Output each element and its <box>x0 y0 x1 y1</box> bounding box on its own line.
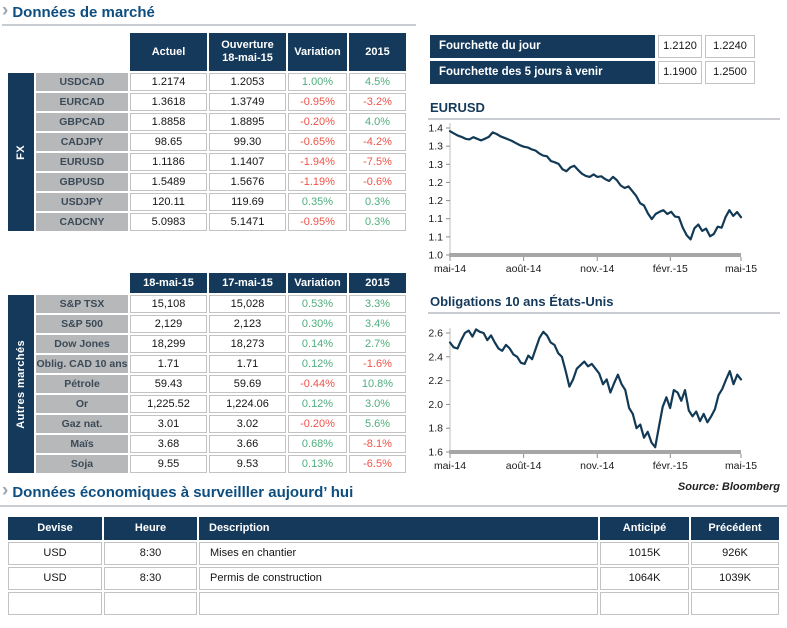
fx-column-header <box>288 33 347 71</box>
fx-ytd-cell: 4.0% <box>349 113 406 131</box>
other-d1-cell: 18,299 <box>130 335 207 353</box>
fx-ytd-cell: -0.6% <box>349 173 406 191</box>
svg-text:nov.-14: nov.-14 <box>580 263 615 272</box>
other-d1-cell: 2,129 <box>130 315 207 333</box>
fx-table-header-row <box>130 33 406 71</box>
fx-variation-cell: 1.00% <box>288 73 347 91</box>
svg-text:févr.-15: févr.-15 <box>652 263 688 272</box>
economic-column-header: Anticipé <box>600 517 689 540</box>
other-d1-cell: 3.01 <box>130 415 207 433</box>
fx-sidebar-label: FX <box>15 144 27 160</box>
anticipe-cell: 1064K <box>600 567 689 590</box>
other-table-row <box>36 355 406 373</box>
fx-table-row <box>36 133 406 151</box>
eurusd-chart-title: EURUSD <box>430 100 485 115</box>
svg-text:févr.-15: févr.-15 <box>652 460 688 472</box>
devise-cell <box>8 592 102 615</box>
fx-actuel-cell: 120.11 <box>130 193 207 211</box>
other-d2-cell: 1,224.06 <box>209 395 286 413</box>
other-table-row <box>36 435 406 453</box>
other-variation-cell: 0.30% <box>288 315 347 333</box>
fx-table-row <box>36 193 406 211</box>
fx-actuel-cell: 98.65 <box>130 133 207 151</box>
economic-section-header <box>2 480 354 501</box>
fx-ouverture-cell: 99.30 <box>209 133 286 151</box>
other-d1-cell: 59.43 <box>130 375 207 393</box>
svg-text:mai-15: mai-15 <box>724 460 758 472</box>
range-label: Fourchette des 5 jours à venir <box>430 61 655 84</box>
other-row-label: S&P TSX <box>36 295 128 313</box>
precedent-cell: 1039K <box>691 567 779 590</box>
fx-variation-cell: -0.95% <box>288 213 347 231</box>
fx-ouverture-cell: 1.5676 <box>209 173 286 191</box>
svg-text:1.1: 1.1 <box>428 213 443 226</box>
fx-ouverture-cell: 1.8895 <box>209 113 286 131</box>
other-table-row <box>36 295 406 313</box>
fx-variation-cell: -0.65% <box>288 133 347 151</box>
economic-column-header: Heure <box>104 517 197 540</box>
fx-table-row <box>36 153 406 171</box>
fx-table-row <box>36 213 406 231</box>
chevron-right-icon: › <box>2 0 9 21</box>
other-table-row <box>36 315 406 333</box>
other-d1-cell: 9.55 <box>130 455 207 473</box>
other-d2-cell: 3.02 <box>209 415 286 433</box>
range-label: Fourchette du jour <box>430 35 655 58</box>
svg-text:1.6: 1.6 <box>428 446 443 459</box>
other-row-label: S&P 500 <box>36 315 128 333</box>
other-variation-cell: 0.53% <box>288 295 347 313</box>
fx-actuel-cell: 1.8858 <box>130 113 207 131</box>
fx-row-label: EURCAD <box>36 93 128 111</box>
description-cell <box>199 592 598 615</box>
other-row-label: Gaz nat. <box>36 415 128 433</box>
other-table-body <box>36 295 406 475</box>
economic-section-title: Données économiques à surveilller aujourd’ hui <box>12 483 354 501</box>
svg-text:mai-15: mai-15 <box>724 263 758 272</box>
other-table-row <box>36 375 406 393</box>
chevron-right-icon: › <box>2 480 9 501</box>
header-line1: 2015 <box>365 276 390 289</box>
other-d2-cell: 1.71 <box>209 355 286 373</box>
other-row-label: Maïs <box>36 435 128 453</box>
heure-cell: 8:30 <box>104 542 197 565</box>
other-table-row <box>36 455 406 473</box>
other-ytd-cell: 3.0% <box>349 395 406 413</box>
other-d2-cell: 18,273 <box>209 335 286 353</box>
header-line2: 18-mai-15 <box>222 52 273 64</box>
other-column-header <box>288 273 347 293</box>
fx-actuel-cell: 1.3618 <box>130 93 207 111</box>
svg-text:1.4: 1.4 <box>428 122 443 135</box>
market-section-divider <box>2 24 416 26</box>
fx-actuel-cell: 5.0983 <box>130 213 207 231</box>
other-variation-cell: 0.12% <box>288 355 347 373</box>
economic-table-body <box>8 542 779 615</box>
other-variation-cell: 0.14% <box>288 335 347 353</box>
fx-ouverture-cell: 1.1407 <box>209 153 286 171</box>
economic-column-header: Description <box>199 517 598 540</box>
fx-ytd-cell: -7.5% <box>349 153 406 171</box>
other-ytd-cell: 5.6% <box>349 415 406 433</box>
fx-table-body <box>36 73 406 233</box>
other-column-header <box>209 273 286 293</box>
other-d2-cell: 59.69 <box>209 375 286 393</box>
fx-variation-cell: 0.35% <box>288 193 347 211</box>
description-cell: Permis de construction <box>199 567 598 590</box>
fx-row-label: GBPUSD <box>36 173 128 191</box>
fx-sidebar <box>8 73 34 231</box>
fx-row-label: EURUSD <box>36 153 128 171</box>
svg-text:août-14: août-14 <box>505 460 542 472</box>
other-d1-cell: 15,108 <box>130 295 207 313</box>
range-high-cell: 1.2500 <box>705 61 755 84</box>
other-variation-cell: 0.13% <box>288 455 347 473</box>
eurusd-line-chart <box>428 120 780 277</box>
fx-table-row <box>36 93 406 111</box>
fx-variation-cell: -1.94% <box>288 153 347 171</box>
other-row-label: Or <box>36 395 128 413</box>
fx-ytd-cell: 0.3% <box>349 213 406 231</box>
economic-table-row <box>8 592 779 615</box>
fx-ouverture-cell: 1.2053 <box>209 73 286 91</box>
other-table-header-row <box>130 273 406 293</box>
other-ytd-cell: -8.1% <box>349 435 406 453</box>
other-ytd-cell: 3.4% <box>349 315 406 333</box>
other-markets-sidebar-label: Autres marchés <box>15 339 27 429</box>
header-line1: Ouverture <box>221 39 274 51</box>
economic-table-header-row <box>8 517 779 540</box>
fx-table-row <box>36 173 406 191</box>
other-table-row <box>36 395 406 413</box>
heure-cell: 8:30 <box>104 567 197 590</box>
economic-table-row <box>8 542 779 565</box>
fx-row-label: CADCNY <box>36 213 128 231</box>
other-d2-cell: 15,028 <box>209 295 286 313</box>
other-variation-cell: 0.68% <box>288 435 347 453</box>
svg-text:1.0: 1.0 <box>428 249 443 262</box>
other-d1-cell: 1.71 <box>130 355 207 373</box>
precedent-cell: 926K <box>691 542 779 565</box>
fx-ouverture-cell: 1.3749 <box>209 93 286 111</box>
header-line1: Variation <box>294 276 341 289</box>
other-d2-cell: 2,123 <box>209 315 286 333</box>
range-high-cell: 1.2240 <box>705 35 755 58</box>
bonds-chart-title: Obligations 10 ans États-Unis <box>430 294 614 309</box>
other-row-label: Oblig. CAD 10 ans <box>36 355 128 373</box>
fx-ouverture-cell: 119.69 <box>209 193 286 211</box>
other-table-row <box>36 335 406 353</box>
range-row <box>430 61 755 84</box>
svg-text:1.3: 1.3 <box>428 140 443 153</box>
description-cell: Mises en chantier <box>199 542 598 565</box>
market-section-header <box>2 0 155 21</box>
svg-text:1.8: 1.8 <box>428 422 443 435</box>
fx-column-header <box>130 33 207 71</box>
economic-table-row <box>8 567 779 590</box>
devise-cell: USD <box>8 542 102 565</box>
other-d2-cell: 3.66 <box>209 435 286 453</box>
header-line1: 2015 <box>365 45 390 58</box>
economic-column-header: Précédent <box>691 517 779 540</box>
other-column-header <box>349 273 406 293</box>
market-section-title: Données de marché <box>12 3 155 21</box>
header-line1: 18-mai-15 <box>143 276 194 289</box>
economic-column-header: Devise <box>8 517 102 540</box>
devise-cell: USD <box>8 567 102 590</box>
fx-ouverture-cell: 5.1471 <box>209 213 286 231</box>
other-ytd-cell: 2.7% <box>349 335 406 353</box>
other-d1-cell: 3.68 <box>130 435 207 453</box>
header-line1: Variation <box>294 45 341 58</box>
fx-ytd-cell: 4.5% <box>349 73 406 91</box>
fx-column-header <box>349 33 406 71</box>
fx-ytd-cell: 0.3% <box>349 193 406 211</box>
heure-cell <box>104 592 197 615</box>
fx-row-label: CADJPY <box>36 133 128 151</box>
svg-text:1.2: 1.2 <box>428 195 443 208</box>
header-line1: Actuel <box>151 45 186 58</box>
svg-text:2.0: 2.0 <box>428 398 443 411</box>
svg-text:nov.-14: nov.-14 <box>580 460 615 472</box>
ranges-table <box>430 35 755 87</box>
fx-variation-cell: -0.20% <box>288 113 347 131</box>
fx-ytd-cell: -3.2% <box>349 93 406 111</box>
fx-actuel-cell: 1.2174 <box>130 73 207 91</box>
svg-text:2.4: 2.4 <box>428 351 443 364</box>
range-low-cell: 1.1900 <box>658 61 702 84</box>
other-markets-sidebar <box>8 295 34 473</box>
other-ytd-cell: 10.8% <box>349 375 406 393</box>
fx-actuel-cell: 1.1186 <box>130 153 207 171</box>
svg-text:2.2: 2.2 <box>428 375 443 388</box>
economic-section-divider <box>0 505 787 507</box>
fx-variation-cell: -1.19% <box>288 173 347 191</box>
fx-row-label: USDJPY <box>36 193 128 211</box>
svg-text:2.6: 2.6 <box>428 327 443 340</box>
other-variation-cell: -0.44% <box>288 375 347 393</box>
anticipe-cell <box>600 592 689 615</box>
other-row-label: Pétrole <box>36 375 128 393</box>
bonds-title-divider <box>428 312 780 314</box>
other-d2-cell: 9.53 <box>209 455 286 473</box>
fx-table-row <box>36 73 406 91</box>
svg-text:1.1: 1.1 <box>428 231 443 244</box>
svg-text:mai-14: mai-14 <box>433 263 467 272</box>
range-low-cell: 1.2120 <box>658 35 702 58</box>
precedent-cell <box>691 592 779 615</box>
fx-table-row <box>36 113 406 131</box>
other-ytd-cell: -1.6% <box>349 355 406 373</box>
other-row-label: Dow Jones <box>36 335 128 353</box>
other-d1-cell: 1,225.52 <box>130 395 207 413</box>
source-note: Source: Bloomberg <box>677 481 780 493</box>
fx-column-header <box>209 33 286 71</box>
anticipe-cell: 1015K <box>600 542 689 565</box>
economic-table <box>8 517 779 617</box>
fx-variation-cell: -0.95% <box>288 93 347 111</box>
other-table-row <box>36 415 406 433</box>
other-row-label: Soja <box>36 455 128 473</box>
fx-actuel-cell: 1.5489 <box>130 173 207 191</box>
range-row <box>430 35 755 58</box>
svg-text:1.3: 1.3 <box>428 158 443 171</box>
fx-row-label: USDCAD <box>36 73 128 91</box>
svg-text:mai-14: mai-14 <box>433 460 467 472</box>
other-variation-cell: 0.12% <box>288 395 347 413</box>
bonds-line-chart <box>428 316 780 477</box>
other-ytd-cell: -6.5% <box>349 455 406 473</box>
other-ytd-cell: 3.3% <box>349 295 406 313</box>
svg-text:août-14: août-14 <box>505 263 542 272</box>
fx-ytd-cell: -4.2% <box>349 133 406 151</box>
svg-text:1.2: 1.2 <box>428 176 443 189</box>
other-column-header <box>130 273 207 293</box>
other-variation-cell: -0.20% <box>288 415 347 433</box>
fx-row-label: GBPCAD <box>36 113 128 131</box>
header-line1: 17-mai-15 <box>222 276 273 289</box>
